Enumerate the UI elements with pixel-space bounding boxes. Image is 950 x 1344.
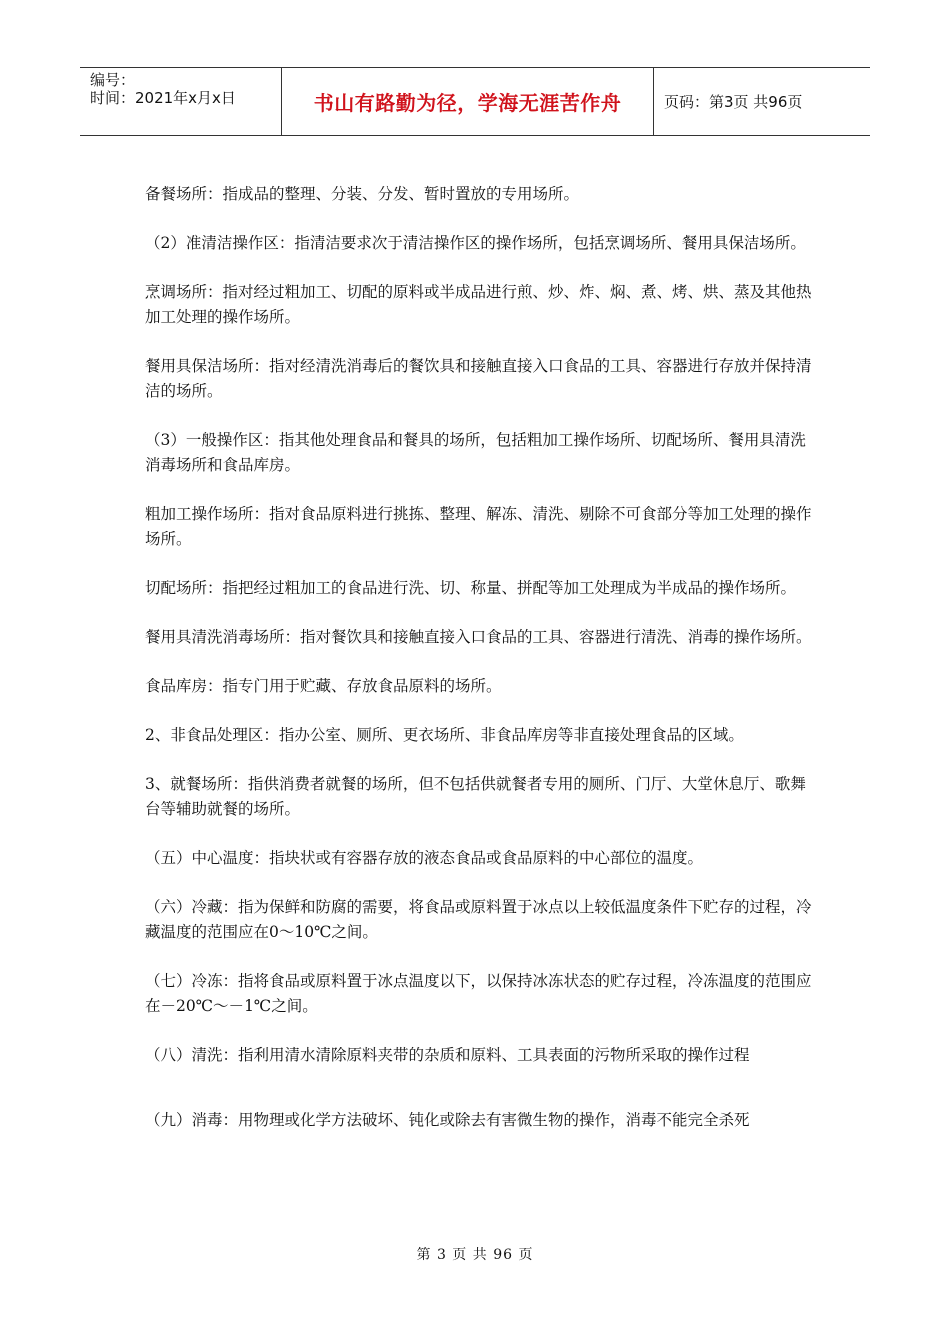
paragraph: 烹调场所：指对经过粗加工、切配的原料或半成品进行煎、炒、炸、焖、煮、烤、烘、蒸及其他热加工处理的操作场所。 — [145, 283, 812, 326]
document-header — [80, 67, 870, 136]
header-motto: 书山有路勤为径，学海无涯苦作舟 — [282, 68, 654, 135]
paragraph: （九）消毒：用物理或化学方法破坏、钝化或除去有害微生物的操作，消毒不能完全杀死 — [145, 1111, 750, 1129]
header-meta-cell — [80, 68, 282, 135]
paragraph: （八）清洗：指利用清水清除原料夹带的杂质和原料、工具表面的污物所采取的操作过程 — [145, 1046, 750, 1064]
document-number-label: 编号： — [90, 71, 136, 89]
paragraph: 粗加工操作场所：指对食品原料进行挑拣、整理、解冻、清洗、剔除不可食部分等加工处理的操作场所。 — [145, 505, 812, 548]
paragraph: 备餐场所：指成品的整理、分装、分发、暂时置放的专用场所。 — [145, 185, 580, 203]
paragraph: （3）一般操作区：指其他处理食品和餐具的场所，包括粗加工操作场所、切配场所、餐用具清洗消毒场所和食品库房。 — [145, 431, 806, 474]
paragraph: （五）中心温度：指块状或有容器存放的液态食品或食品原料的中心部位的温度。 — [145, 849, 704, 867]
paragraph: 餐用具清洗消毒场所：指对餐饮具和接触直接入口食品的工具、容器进行清洗、消毒的操作场所。 — [145, 628, 812, 646]
header-page-info: 页码：第3页 共96页 — [664, 93, 803, 111]
page-footer: 第 3 页 共 96 页 — [416, 1247, 534, 1263]
paragraph: （六）冷藏：指为保鲜和防腐的需要，将食品或原料置于冰点以上较低温度条件下贮存的过程，冷藏温度的范围应在0～10℃之间。 — [145, 898, 812, 941]
paragraph: 2、非食品处理区：指办公室、厕所、更衣场所、非食品库房等非直接处理食品的区域。 — [145, 726, 744, 744]
paragraph: （七）冷冻：指将食品或原料置于冰点温度以下，以保持冰冻状态的贮存过程，冷冻温度的范围应在－20℃～－1℃之间。 — [145, 972, 812, 1015]
paragraph: 餐用具保洁场所：指对经清洗消毒后的餐饮具和接触直接入口食品的工具、容器进行存放并保持清洁的场所。 — [145, 357, 812, 400]
paragraph: 3、就餐场所：指供消费者就餐的场所，但不包括供就餐者专用的厕所、门厅、大堂休息厅、歌舞台等辅助就餐的场所。 — [145, 775, 806, 818]
document-body — [145, 182, 815, 1133]
paragraph: （2）准清洁操作区：指清洁要求次于清洁操作区的操作场所，包括烹调场所、餐用具保洁场所。 — [145, 234, 806, 252]
paragraph: 食品库房：指专门用于贮藏、存放食品原料的场所。 — [145, 677, 502, 695]
document-date: 时间：2021年x月x日 — [90, 89, 236, 107]
paragraph: 切配场所：指把经过粗加工的食品进行洗、切、称量、拼配等加工处理成为半成品的操作场所。 — [145, 579, 797, 597]
